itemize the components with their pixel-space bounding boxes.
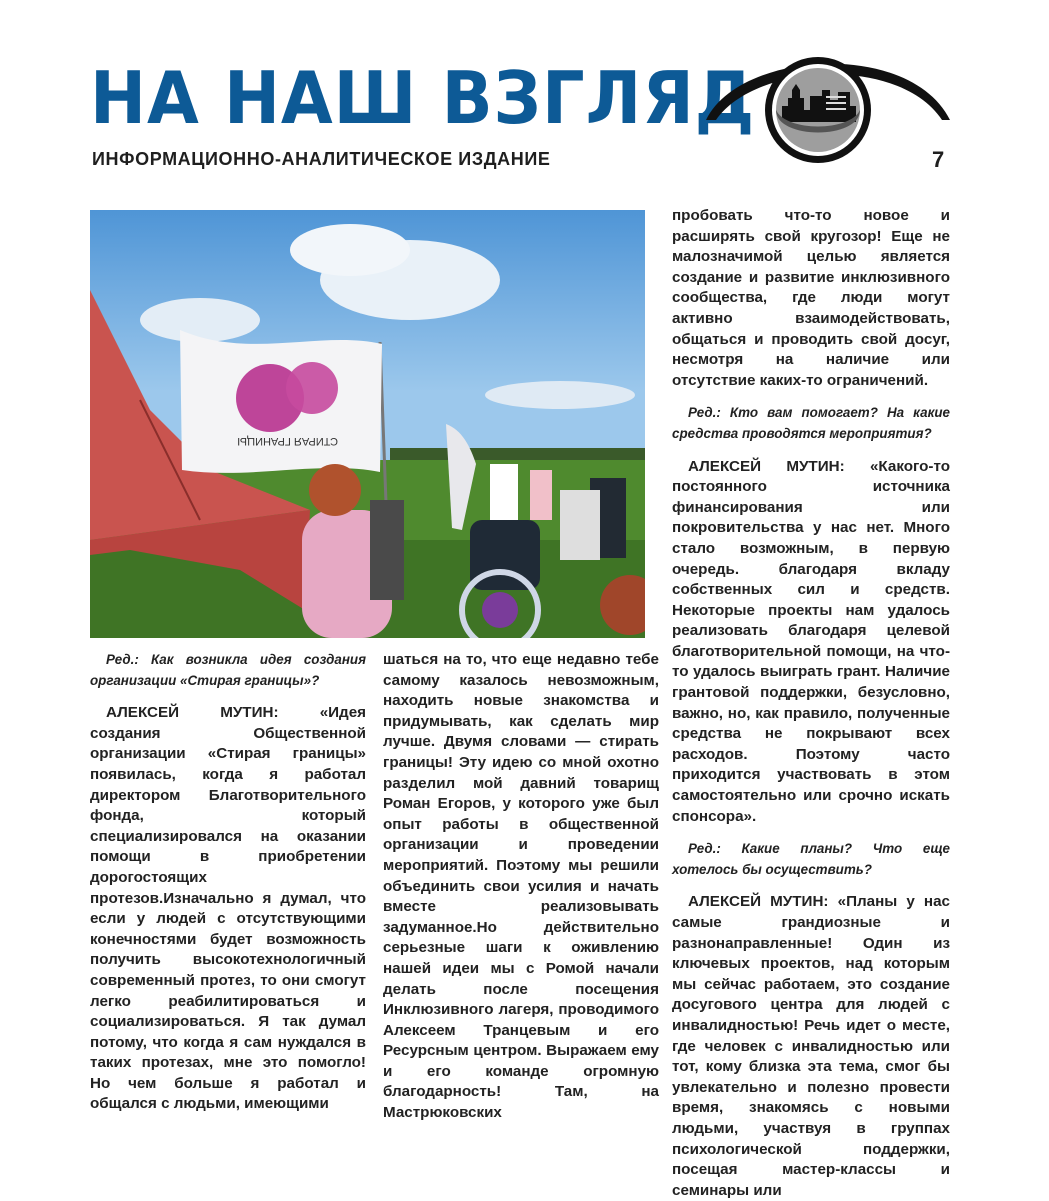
newspaper-eye-logo [700,40,956,165]
article-text: шаться на то, что еще недавно тебе самому казалось невозможным, находить новые знакомства и придумывать, как сделать мир лучше. Двумя словами — стирать границы! Эту идею со мной охотно разделил мой давний товарищ Роман Егоров, у которого уже был опыт работы в общественной организации и проведении мероприятий. Поэтому мы решили объединить свои усилия и начать вместе реализовывать задуманное.Но действительно серьезные шаги к оживлению нашей идеи мы с Ромой начали делать после посещения Инклюзивного лагеря, проводимого Алексеем Транцевым и его Ресурсным центром. Выражаем ему и его команде огромную благодарность! Там, на Мастрюковских [383,651,659,1122]
speaker-name: АЛЕКСЕЙ МУТИН: [106,704,279,722]
answer-text: «Планы у нас самые грандиозные и разнонаправленные! Один из ключевых проектов, над которым мы сейчас работаем, это создание досугового центра для людей с инвалидностью! Речь идет о месте, где человек с инвалидностью или тот, кому близка эта тема, смог бы увлекательно и полезно провести время, знакомясь с новыми людьми, участвуя в группах психологической поддержки, посещая мастер-классы и семинары или [672,893,950,1199]
interview-answer [672,892,950,1201]
interview-answer [90,703,366,1115]
article-column-2 [383,650,659,1124]
answer-text: «Идея создания Общественной организации «Стирая границы» появилась, когда я работал директором Благотворительного фонда, который специализировался на оказании помощи в приобретении дорогостоящих протезов.Изначально я думал, что если у людей с отсутствующими конечностями будет возможность получить высокотехнологичный современный протез, то они смогут легко реабилитироваться и социализироваться. Я так думал потому, что когда я сам нуждался в таких протезах, мне это помогло! Но чем больше я работал и общался с людьми, имеющими [90,704,366,1113]
cloud [140,298,260,342]
logo-windows [826,96,846,98]
interview-question: Ред.: Как возникла идея создания организации «Стирая границы»? [90,652,366,688]
article-column-3 [672,206,950,1201]
article-text: пробовать что-то новое и расширять свой кругозор! Еще не малозначимой целью является создание и развитие инклюзивного сообщества, где люди могут активно взаимодействовать, общаться и проводить свой досуг, несмотря на наличие или отсутствие каких-то ограничений. [672,207,950,389]
masthead: НА НАШ ВЗГЛЯД [90,56,756,140]
interview-answer [672,457,950,828]
speaker-name: АЛЕКСЕЙ МУТИН: [688,893,829,911]
publication-subtitle: ИНФОРМАЦИОННО-АНАЛИТИЧЕСКОЕ ИЗДАНИЕ [92,149,551,169]
event-photo [90,210,645,638]
cloud [290,224,410,276]
interview-question: Ред.: Какие планы? Что еще хотелось бы осуществить? [672,841,950,877]
speaker-name: АЛЕКСЕЙ МУТИН: [688,457,845,475]
article-column-1 [90,650,366,1115]
interview-question: Ред.: Кто вам помогает? На какие средства проводятся мероприятия? [672,405,950,441]
flag-logo-text: СТИРАЯ ГРАНИЦЫ [237,435,338,447]
answer-text: «Какого-то постоянного источника финансирования или покровительства у нас нет. Много стало возможным, в первую очередь. благодаря вкладу собственных сил и средств. Некоторые проекты нам удалось реализовать благодаря целевой благотворительной помощи, на что-то удалось выиграть грант. Наличие грантовой поддержки, безусловно, важно, но, как правило, полученные средства не покрывают всех расходов. Поэтому часто приходится участвовать в этом самостоятельно или срочно искать спонсора». [672,457,950,825]
person [370,500,404,600]
page-number: 7 [932,147,945,172]
cloud [485,381,635,409]
treeline [390,448,645,462]
person [530,470,552,520]
person [490,464,518,524]
